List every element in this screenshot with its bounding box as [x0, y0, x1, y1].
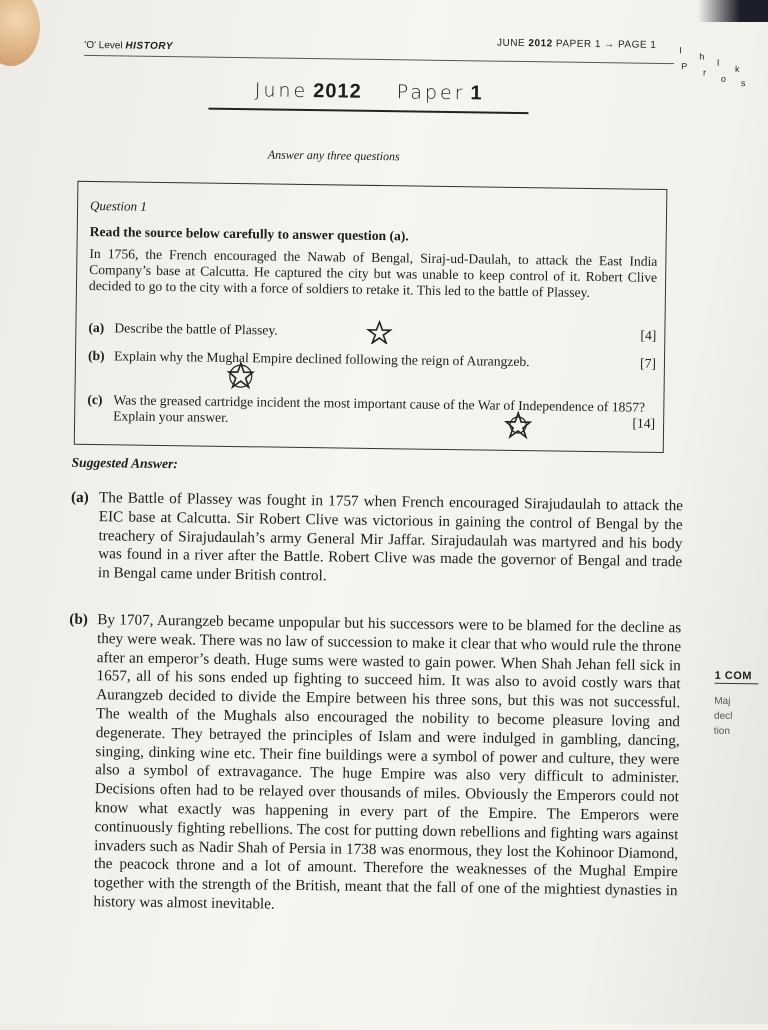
- header-subject: 'O' Level HISTORY: [84, 39, 174, 53]
- question-part: (c) Was the greased cartridge incident the most important cause of the War of Independence of 1857? Explain your answer. [14]: [87, 391, 656, 431]
- suggested-answer-heading: Suggested Answer:: [71, 454, 178, 472]
- question-label: Question 1: [90, 197, 147, 214]
- marks: [4]: [640, 327, 657, 343]
- answer-paragraph: (b) By 1707, Aurangzeb became unpopular but his successors were to be blamed for the decline as they were weak. There was no law of succession to make it clear that who would rule the throne after an emperor’s death. Huge sums were wasted to gain power. When Shah Jehan fell sick in 1657, all of his sons ended up fighting to succeed him. It was also to avoid costly wars that Aurangzeb decided to divide the Empire between his three sons, but this was not successful. The wealth of the Mughals also encouraged the nobility to become pleasure loving and degenerate. They betrayed the principles of Islam and were indulged in gambling, dancing, singing, dinking wine etc. Their fine buildings were a symbol of power and culture, they were also a symbol of extravagance. The huge Empire was also very difficult to administer. Decisions often had to be relayed over thousands of miles. Obviously the Emperors could not know what exactly was happening in every part of the Empire. The Emperors were continuously fighting rebellions. The cost for putting down rebellions and fighting wars against invaders such as Nadir Shah of Persia in 1738 was enormous, they lost the Kohinoor Diamond, the peacock throne and a lot of amount. Therefore the weaknesses of the Mughal Empire together with the strength of the British, meant that the fall of one of the mightiest dynasties in history was almost inevitable.: [69, 610, 682, 913]
- answer-paragraph: (a) The Battle of Plassey was fought in 1757 when French encouraged Sirajudaulah to attack the EIC base at Calcutta. Sir Robert Clive was victorious in gaining the control of Bengal by the treachery of Sirajudaulah’s army General Mir Jaffar. Sirajudaulah was martyred and his body was found in a river after the Battle. Robert Clive was made the governor of Bengal and trade in Bengal came under British control.: [70, 488, 684, 585]
- question-part: (a) Describe the battle of Plassey. [4]: [88, 319, 657, 343]
- source-text: In 1756, the French encouraged the Nawab of Bengal, Siraj-ud-Daulah, to attack the East India Company’s base at Calcutta. He captured the city but was unable to keep control of it. Robert Clive decided to go to the city with a force of soldiers to retake it. This led to the battle of Plassey.: [88, 245, 658, 300]
- star-scribble-icon: [503, 410, 533, 440]
- marks: [14]: [632, 415, 656, 431]
- running-header: [84, 37, 674, 64]
- instruction: Answer any three questions: [267, 147, 400, 164]
- facing-page-letters: I h l k P r o s: [679, 45, 746, 89]
- facing-page-margin-note: 1 COM Maj decl tion: [714, 670, 759, 740]
- question-instruction: Read the source below carefully to answer question (a).: [89, 223, 409, 244]
- marks: [7]: [639, 355, 657, 371]
- header-page-info: JUNE 2012 PAPER 1 → PAGE 1: [496, 37, 657, 51]
- paper-title: June 2012 Paper 1: [208, 79, 528, 114]
- star-scribble-icon: [366, 320, 392, 344]
- question-part: (b) Explain why the Mughal Empire declined following the reign of Aurangzeb. [7]: [87, 347, 657, 371]
- star-scribble-icon: [226, 360, 256, 390]
- question-box: [74, 181, 668, 453]
